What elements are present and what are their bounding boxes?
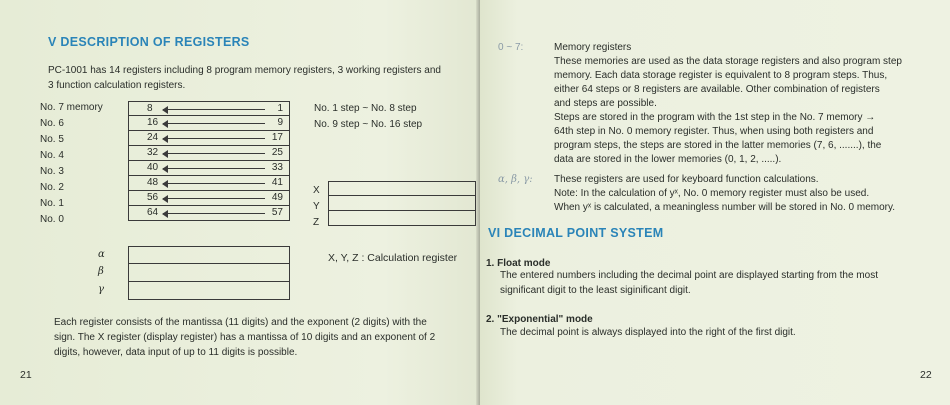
memory-label: No. 1 xyxy=(40,198,64,209)
memory-range-label: 0 ~ 7: xyxy=(498,42,524,53)
page-number-right: 22 xyxy=(920,369,932,381)
step-end: 33 xyxy=(271,162,283,173)
float-desc-line: significant digit to the least siginificant digit. xyxy=(500,285,691,296)
memory-label: No. 7 memory xyxy=(40,102,103,113)
memory-desc-line: either 64 steps or 8 registers are available. Other combination of registers xyxy=(554,84,880,95)
bottom-line-2: sign. The X register (display register) has a mantissa of 10 digits and an exponent of 2 xyxy=(54,332,436,343)
y-register-label: Y xyxy=(313,201,320,212)
step-start: 56 xyxy=(147,192,159,203)
greek-desc-line: Note: In the calculation of yˣ, No. 0 memory register must also be used. xyxy=(554,188,870,199)
memory-register-row xyxy=(128,206,290,221)
memory-register-row xyxy=(128,101,290,116)
step-start: 16 xyxy=(147,117,159,128)
memory-desc-line: data are stored in the lower memories (0, 1, 2, .....). xyxy=(554,154,782,165)
memory-register-row xyxy=(128,161,290,176)
left-arrow-icon xyxy=(163,153,265,154)
memory-register-row xyxy=(128,131,290,146)
page-number-left: 21 xyxy=(20,369,32,381)
left-arrow-icon xyxy=(163,123,265,124)
alpha-label: α xyxy=(98,249,105,260)
memory-register-row xyxy=(128,146,290,161)
memory-desc-line: memory. Each data storage register is equivalent to 8 program steps. Thus, xyxy=(554,70,888,81)
memory-desc-line: program steps, the steps are stored in the latter memories (7, 6, .......), the xyxy=(554,140,882,151)
left-arrow-icon xyxy=(163,183,265,184)
memory-label: No. 2 xyxy=(40,182,64,193)
memory-desc-line: Steps are stored in the program with the 1st step in the No. 7 memory → xyxy=(554,112,876,123)
right-page xyxy=(480,0,950,405)
step-start: 24 xyxy=(147,132,159,143)
memory-desc-line: These memories are used as the data storage registers and also program step xyxy=(554,56,902,67)
left-arrow-icon xyxy=(163,138,265,139)
exponential-mode-title: 2. "Exponential" mode xyxy=(486,314,593,325)
step-start: 64 xyxy=(147,207,159,218)
step-end: 49 xyxy=(271,192,283,203)
memory-register-row xyxy=(128,191,290,206)
section-heading-decimal-point: VI DECIMAL POINT SYSTEM xyxy=(488,226,664,240)
memory-registers-title: Memory registers xyxy=(554,42,632,53)
left-arrow-icon xyxy=(163,168,265,169)
left-arrow-icon xyxy=(163,198,265,199)
memory-desc-line: and steps are possible. xyxy=(554,98,657,109)
memory-register-row xyxy=(128,116,290,131)
xyz-caption: X, Y, Z : Calculation register xyxy=(328,252,458,264)
alpha-register-box xyxy=(128,246,290,264)
memory-label: No. 4 xyxy=(40,150,64,161)
beta-label: β xyxy=(98,266,104,277)
left-arrow-icon xyxy=(163,109,265,110)
beta-register-box xyxy=(128,264,290,282)
step-start: 48 xyxy=(147,177,159,188)
intro-line-2: 3 function calculation registers. xyxy=(48,80,186,91)
x-register-box xyxy=(328,181,476,196)
step-start: 32 xyxy=(147,147,159,158)
x-register-label: X xyxy=(313,185,320,196)
float-desc-line: The entered numbers including the decimal point are displayed starting from the most xyxy=(500,270,878,281)
step-end: 1 xyxy=(277,103,283,114)
memory-label: No. 3 xyxy=(40,166,64,177)
step-end: 57 xyxy=(271,207,283,218)
memory-desc-line: 64th step in No. 0 memory register. Thus, when using both registers and xyxy=(554,126,874,137)
exponential-desc-line: The decimal point is always displayed into the right of the first digit. xyxy=(500,327,796,338)
step-end: 25 xyxy=(271,147,283,158)
memory-register-row xyxy=(128,176,290,191)
step-note-2: No. 9 step ~ No. 16 step xyxy=(314,119,423,130)
z-register-box xyxy=(328,211,476,226)
greek-register-label: α, β, γ: xyxy=(498,174,533,185)
step-end: 17 xyxy=(271,132,283,143)
memory-label: No. 5 xyxy=(40,134,64,145)
bottom-line-1: Each register consists of the mantissa (11 digits) and the exponent (2 digits) with the xyxy=(54,317,427,328)
step-end: 41 xyxy=(271,177,283,188)
step-start: 40 xyxy=(147,162,159,173)
section-heading-registers: V DESCRIPTION OF REGISTERS xyxy=(48,35,250,49)
y-register-box xyxy=(328,196,476,211)
step-start: 8 xyxy=(147,103,153,114)
step-note-1: No. 1 step ~ No. 8 step xyxy=(314,103,417,114)
memory-label: No. 0 xyxy=(40,214,64,225)
intro-line-1: PC-1001 has 14 registers including 8 program memory registers, 3 working registers and xyxy=(48,65,441,76)
gamma-register-box xyxy=(128,282,290,300)
greek-desc-line: When yˣ is calculated, a meaningless number will be stored in No. 0 memory. xyxy=(554,202,896,213)
gamma-label: γ xyxy=(98,284,104,295)
left-arrow-icon xyxy=(163,213,265,214)
bottom-line-3: digits, however, data input of up to 11 digits is possible. xyxy=(54,347,298,358)
greek-desc-line: These registers are used for keyboard function calculations. xyxy=(554,174,819,185)
z-register-label: Z xyxy=(313,217,320,228)
step-end: 9 xyxy=(277,117,283,128)
memory-label: No. 6 xyxy=(40,118,64,129)
float-mode-title: 1. Float mode xyxy=(486,258,551,269)
